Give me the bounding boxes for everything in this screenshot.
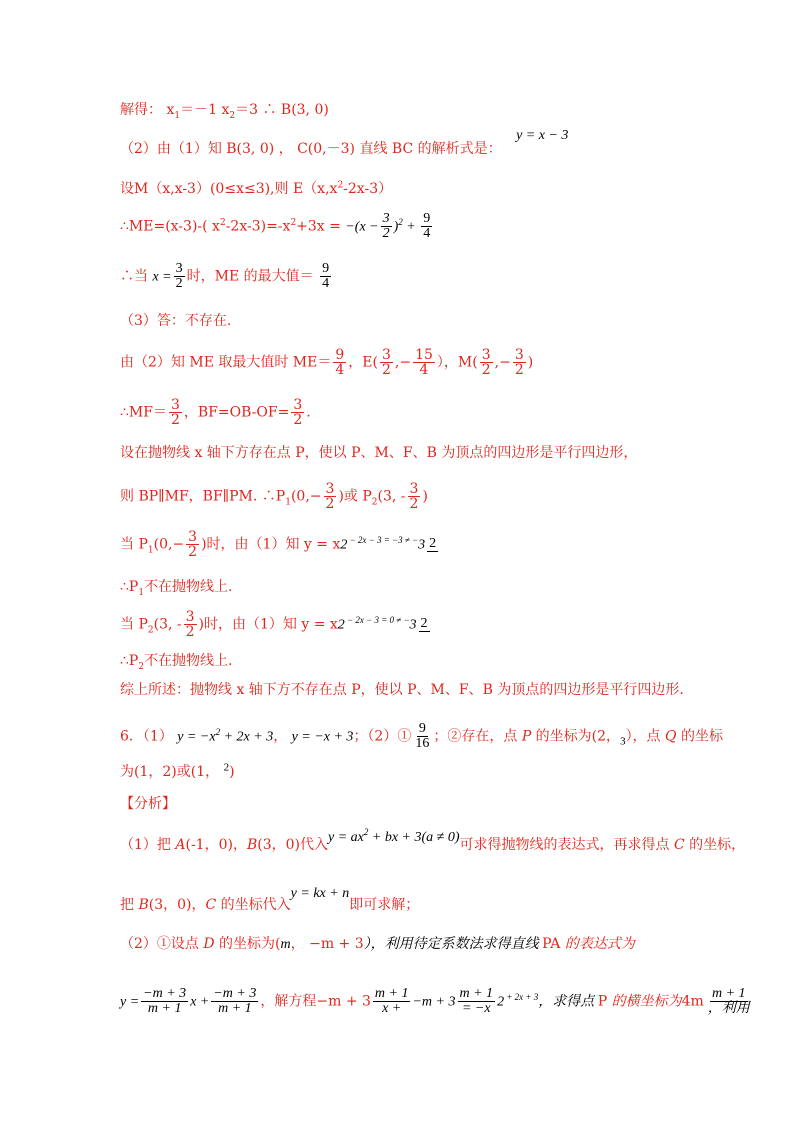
text-run: 1 (147, 545, 154, 556)
text-run: −m + 3 (213, 986, 257, 1001)
text-run: 2 (382, 226, 390, 241)
text-run: 9 (322, 261, 330, 276)
text-run: （2）由（1）知 B(3, 0) ， C(0,－3) 直线 BC 的解析式是： (120, 141, 502, 157)
text-run: 的坐标 (676, 728, 723, 745)
text-run: D (203, 936, 215, 952)
text-run: )时，由（1）知 (201, 536, 304, 553)
line-6 (120, 312, 231, 330)
line-15 (120, 681, 684, 699)
fraction (174, 262, 185, 291)
text-run: 3 (514, 347, 524, 363)
text-run: 【分析】 (120, 796, 176, 812)
fraction (480, 348, 493, 377)
text-run: ， −m + 3 (290, 936, 364, 952)
text-run: . (306, 404, 311, 421)
text-run: 2 (185, 624, 195, 640)
text-run: 的坐标为(2， (531, 728, 621, 745)
line-11 (120, 530, 440, 559)
text-run: 3 (170, 397, 180, 413)
text-run: 16 (415, 736, 430, 751)
fraction (333, 348, 346, 377)
text-run: (-1，0)， (185, 837, 247, 853)
fraction (186, 530, 199, 559)
text-run: ,− (394, 354, 412, 371)
text-run: 15 (415, 347, 433, 363)
text-run: y = −x (177, 729, 216, 745)
text-run: 当 P (120, 616, 148, 633)
text-run: -2x-3） (343, 181, 393, 197)
text-run: ) (229, 764, 235, 780)
fraction (373, 987, 411, 1016)
text-run: 不在抛物线上. (144, 653, 233, 669)
text-run: C (205, 897, 217, 913)
text-run: ，利用 (707, 1001, 750, 1016)
fraction (291, 398, 304, 427)
line-12 (120, 578, 233, 596)
line-21 (120, 935, 635, 954)
text-run: −m + 3 (316, 993, 371, 1010)
text-run: 为(1，2)或(1， (120, 764, 224, 780)
text-run: 4 (419, 362, 429, 378)
line-20 (120, 886, 420, 915)
text-run: 2 (429, 536, 437, 551)
text-run: (0,− (153, 536, 185, 553)
text-run: −m + 3 (412, 994, 456, 1010)
text-run: − 2x − 3 = 0 ≠ − (344, 614, 410, 625)
line-16 (120, 722, 723, 751)
text-run: 1 (138, 587, 145, 598)
text-run: ，E( (348, 354, 378, 371)
text-run: 3 (175, 261, 183, 276)
text-run: ，求得点 (538, 994, 598, 1010)
text-run: B (246, 837, 258, 853)
text-run: x + (382, 1001, 402, 1016)
text-run: C (673, 837, 685, 853)
text-run: 2 (337, 617, 345, 633)
line-4 (120, 212, 434, 241)
text-run: 即可求解； (349, 897, 420, 913)
text-run: + 2x + 3 (504, 991, 539, 1002)
line-5 (120, 262, 333, 291)
fraction (381, 212, 392, 241)
text-run: y = x (303, 536, 341, 553)
fraction (141, 987, 188, 1016)
text-run: 时，ME 的最大值＝ (186, 268, 319, 285)
text-run: A (175, 837, 186, 853)
fraction (427, 537, 438, 552)
text-run: Q (665, 728, 677, 745)
text-run: 2 (340, 537, 348, 553)
text-run: ，解方程 (260, 993, 317, 1010)
text-run: 2 (147, 625, 154, 636)
text-run: 则 BP∥MF，BF∥PM. ∴P (120, 488, 286, 505)
text-run: 的坐标， (684, 837, 746, 853)
text-run: ），M( (436, 354, 478, 371)
fraction (184, 610, 197, 639)
text-run: 2 (420, 616, 428, 631)
fraction (419, 617, 430, 632)
text-run: ，BF=OB-OF= (183, 404, 290, 421)
text-run: 4 (335, 362, 345, 378)
text-run: ＝－1 x (180, 102, 230, 118)
text-run: 3 (620, 735, 626, 748)
text-run: (3，0)代入 (257, 837, 328, 853)
text-run: 2 (363, 827, 369, 838)
text-run: 1 (174, 110, 181, 121)
text-run: B (138, 897, 149, 913)
text-run: 2 (170, 412, 180, 428)
text-run: PA (542, 936, 561, 952)
fraction (380, 348, 393, 377)
text-run: 3 (409, 617, 417, 633)
text-run: − 2x − 3 = −3 ≠ − (347, 534, 419, 545)
text-run: 3 (382, 211, 390, 226)
text-run: 3 (409, 481, 419, 497)
line-14 (120, 652, 233, 670)
text-run: (0,− (290, 488, 322, 505)
text-run: (3, - (153, 616, 182, 633)
text-run: ∴P (120, 579, 139, 595)
text-run: 3 (188, 529, 198, 545)
text-run: 解得： x (120, 102, 175, 118)
line-18 (120, 795, 176, 813)
text-run: 2 (381, 362, 391, 378)
text-run: ) (527, 354, 534, 371)
text-run: ；（2）① (353, 728, 412, 745)
text-run: y = x (301, 616, 338, 633)
text-run: ∴ME=(x-3)-( x (120, 218, 220, 235)
text-run: m + 1 (459, 986, 494, 1001)
text-run: 4m (681, 993, 704, 1010)
text-run: 2 (514, 362, 524, 378)
text-run: 9 (423, 211, 431, 226)
text-run: ∴P (120, 653, 139, 669)
text-run: 由（2）知 ME 取最大值时 ME＝ (120, 354, 332, 371)
fraction (413, 348, 435, 377)
text-run: 9 (335, 347, 345, 363)
fraction (513, 348, 526, 377)
fraction (408, 482, 421, 511)
fraction (706, 987, 752, 1016)
text-run: 2 (497, 994, 505, 1010)
text-run: 当 P (120, 536, 148, 553)
text-run: y = (120, 994, 140, 1010)
text-run: (3，0)， (148, 897, 206, 913)
text-run: 3 (418, 537, 426, 553)
text-run: 设在抛物线 x 轴下方存在点 P，使以 P、M、F、B 为顶点的四边形是平行四边形， (120, 445, 638, 461)
text-run: 4 (322, 276, 330, 291)
text-run: 9 (418, 721, 426, 736)
text-run: ∴MF＝ (120, 404, 167, 421)
line-13 (120, 610, 432, 639)
fraction (421, 212, 432, 241)
text-run: y = x − 3 (516, 128, 569, 143)
fraction (324, 482, 337, 511)
text-run: 2 (219, 217, 226, 228)
text-run: −(x − (345, 219, 379, 235)
fraction (458, 987, 496, 1016)
text-run: ) (393, 219, 399, 235)
text-run: 4 (423, 226, 431, 241)
text-run: y = −x + 3 (291, 729, 354, 745)
text-run: m + 1 (712, 986, 746, 1001)
line-22 (120, 987, 754, 1016)
text-run: y = kx + n (290, 886, 350, 901)
text-run: 2 (325, 496, 335, 512)
line-3 (120, 180, 392, 198)
text-run: )时，由（1）知 (198, 616, 302, 633)
text-run: x = (152, 269, 172, 285)
text-run: 2 (337, 180, 344, 191)
text-run: 3 (293, 397, 303, 413)
text-run: 设M（x,x-3）(0≤x≤3),则 E（x,x (120, 181, 338, 197)
text-run: = −x (461, 1001, 491, 1016)
text-run: 3 (325, 481, 335, 497)
text-run: ＝3 ∴ B(3, 0) (235, 102, 329, 118)
line-10 (120, 482, 428, 511)
text-run: 3 (185, 609, 195, 625)
line-8 (120, 398, 311, 427)
text-run: ,− (494, 354, 511, 371)
text-run: m + 1 (147, 1001, 182, 1016)
text-run: + (402, 219, 420, 235)
text-run: m + 1 (374, 986, 409, 1001)
text-run: 的横坐标为 (607, 993, 682, 1010)
line-7 (120, 348, 533, 377)
text-run: 3 (481, 347, 491, 363)
text-run: 把 (120, 897, 139, 913)
line-1 (120, 101, 329, 119)
text-run: +3x = (296, 218, 341, 235)
text-run: ；②存在，点 (433, 728, 522, 745)
text-run: 1 (285, 497, 291, 508)
text-run: 2 (398, 216, 403, 227)
text-run: 2 (188, 544, 198, 560)
text-run: m (280, 937, 291, 952)
line-19 (120, 827, 746, 855)
text-run: ) (422, 488, 428, 505)
text-run: ），利用待定系数法求得直线 (363, 937, 543, 952)
text-run: 2 (409, 496, 419, 512)
text-run: 6．（1） (120, 728, 178, 745)
text-run: 2 (481, 362, 491, 378)
text-run: 2 (138, 661, 145, 672)
text-run: （2）①设点 (120, 936, 204, 952)
text-run: （3）答：不存在. (120, 313, 232, 329)
text-run: -2x-3)=-x (225, 218, 291, 235)
text-run: (3, - (377, 488, 406, 505)
fraction (211, 987, 258, 1016)
text-run: + bx + 3(a ≠ 0) (368, 830, 460, 845)
text-run: ， (273, 728, 292, 745)
text-run: 的坐标代入 (216, 897, 291, 913)
text-run: ∴当 (120, 268, 153, 285)
text-run: P (597, 993, 608, 1010)
text-run: （1）把 (120, 837, 176, 853)
fraction (413, 722, 431, 751)
text-run: 2 (229, 110, 236, 121)
text-run: )或 P (338, 488, 372, 505)
text-run: P (521, 728, 532, 745)
line-2 (120, 128, 569, 159)
text-run: 可求得抛物线的表达式，再求得点 (459, 837, 674, 853)
text-run: 的坐标为( (214, 936, 281, 952)
fraction (320, 262, 331, 291)
text-run: x + (190, 994, 210, 1010)
fraction (169, 398, 182, 427)
text-run: −m + 3 (143, 986, 187, 1001)
text-run: 2 (290, 217, 297, 228)
text-run: ），点 (625, 728, 666, 745)
text-run: 2 (293, 412, 303, 428)
text-run: + 2x + 3 (220, 729, 274, 745)
text-run: 2 (223, 761, 230, 774)
text-run: 2 (175, 276, 183, 291)
text-run: 2 (215, 726, 221, 737)
text-run: 3 (381, 347, 391, 363)
text-run: 的表达式为 (560, 936, 635, 952)
text-run: 综上所述：抛物线 x 轴下方不存在点 P，使以 P、M、F、B 为顶点的四边形是平行四边形. (120, 682, 684, 698)
text-run: m + 1 (218, 1001, 252, 1016)
text-run: y = ax (328, 830, 364, 845)
line-17 (120, 763, 235, 781)
text-run: 2 (371, 497, 378, 508)
line-9 (120, 444, 637, 462)
text-run: 不在抛物线上. (144, 579, 233, 595)
